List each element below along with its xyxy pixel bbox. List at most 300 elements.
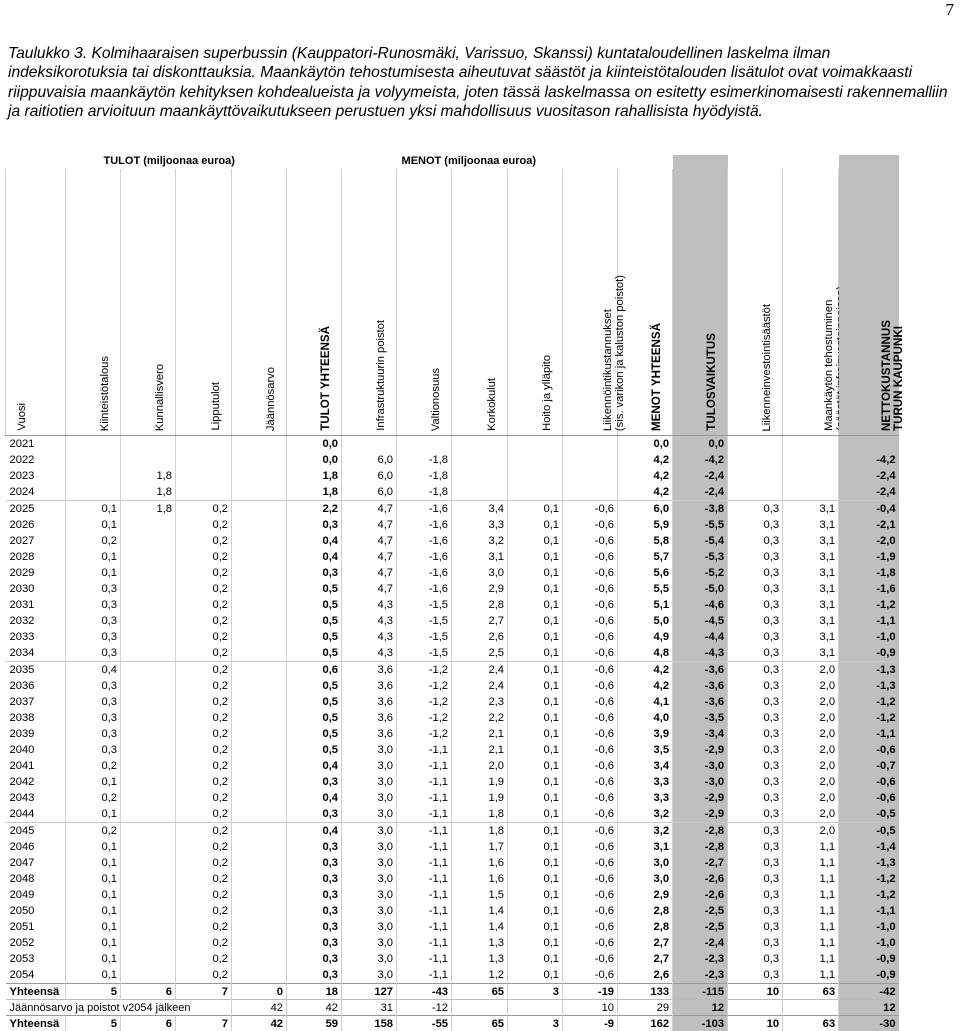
cell-maankaytto: [783, 468, 839, 484]
cell-menot-yhteensa: 2,8: [618, 903, 673, 919]
table-row: [6, 919, 899, 935]
cell-kunnallisvero: [121, 871, 176, 887]
cell-hoito: [508, 1000, 563, 1016]
cell-valtionosuus: -1,6: [397, 565, 452, 581]
cell-nettokustannus: -0,6: [839, 790, 899, 806]
cell-kiinteistotalous: 0,2: [66, 533, 121, 549]
cell-hoito: [508, 436, 563, 453]
cell-tulosvaikutus: -2,8: [673, 839, 728, 855]
cell-menot-yhteensa: 5,9: [618, 517, 673, 533]
cell-infra-poistot: 3,6: [342, 678, 397, 694]
cell-liikennointi: [563, 468, 618, 484]
cell-lipputulot: [176, 468, 232, 484]
cell-jaannosarvo: [232, 613, 287, 629]
cell-kunnallisvero: [121, 549, 176, 565]
cell-tulot-yhteensa: 0,5: [287, 742, 342, 758]
cell-liikennointi: -0,6: [563, 919, 618, 935]
cell-year: Jäännösarvo ja poistot v2054 jälkeen: [6, 1000, 232, 1016]
cell-infra-poistot: 127: [342, 984, 397, 1000]
cell-valtionosuus: [397, 436, 452, 453]
cell-hoito: 0,1: [508, 871, 563, 887]
cell-maankaytto: 1,1: [783, 951, 839, 967]
cell-hoito: 0,1: [508, 645, 563, 662]
cell-year: 2041: [6, 758, 66, 774]
cell-lipputulot: [176, 436, 232, 453]
cell-tulot-yhteensa: 0,3: [287, 839, 342, 855]
cell-menot-yhteensa: 2,8: [618, 919, 673, 935]
cell-nettokustannus: -2,0: [839, 533, 899, 549]
cell-kunnallisvero: 6: [121, 1016, 176, 1031]
cell-infra-poistot: 3,0: [342, 935, 397, 951]
cell-valtionosuus: -1,1: [397, 935, 452, 951]
cell-maankaytto: [783, 1000, 839, 1016]
cell-jaannosarvo: [232, 629, 287, 645]
header-vuosi: Vuosi: [6, 169, 66, 436]
cell-infra-poistot: 4,7: [342, 549, 397, 565]
cell-menot-yhteensa: 2,7: [618, 951, 673, 967]
cell-liikenneinvestointi: 0,3: [728, 565, 783, 581]
cell-hoito: 0,1: [508, 694, 563, 710]
cell-kiinteistotalous: 0,1: [66, 549, 121, 565]
cell-jaannosarvo: [232, 726, 287, 742]
cell-nettokustannus: -1,6: [839, 581, 899, 597]
cell-menot-yhteensa: 3,2: [618, 806, 673, 823]
cell-menot-yhteensa: 2,6: [618, 967, 673, 984]
cell-menot-yhteensa: 4,1: [618, 694, 673, 710]
cell-infra-poistot: 4,7: [342, 501, 397, 518]
cell-korkokulut: 1,8: [452, 823, 508, 840]
cell-infra-poistot: 3,0: [342, 758, 397, 774]
cell-tulosvaikutus: -5,2: [673, 565, 728, 581]
cell-jaannosarvo: [232, 468, 287, 484]
cell-korkokulut: 1,9: [452, 790, 508, 806]
cell-infra-poistot: 3,0: [342, 903, 397, 919]
cell-jaannosarvo: [232, 710, 287, 726]
cell-kiinteistotalous: 0,3: [66, 629, 121, 645]
budget-table-container: [5, 155, 898, 1021]
cell-nettokustannus: -0,7: [839, 758, 899, 774]
table-row: [6, 597, 899, 613]
header-nettokustannus: [839, 169, 899, 436]
cell-menot-yhteensa: 6,0: [618, 501, 673, 518]
cell-maankaytto: 1,1: [783, 935, 839, 951]
cell-kiinteistotalous: 0,1: [66, 806, 121, 823]
cell-liikenneinvestointi: 0,3: [728, 935, 783, 951]
group-empty: [6, 155, 66, 169]
cell-liikennointi: -0,6: [563, 774, 618, 790]
cell-jaannosarvo: [232, 903, 287, 919]
cell-hoito: [508, 484, 563, 501]
cell-valtionosuus: -1,1: [397, 871, 452, 887]
cell-year: 2043: [6, 790, 66, 806]
cell-tulosvaikutus: -2,4: [673, 468, 728, 484]
cell-tulosvaikutus: 0,0: [673, 436, 728, 453]
cell-year: 2021: [6, 436, 66, 453]
cell-year: 2027: [6, 533, 66, 549]
table-row: [6, 774, 899, 790]
cell-korkokulut: 2,1: [452, 726, 508, 742]
cell-nettokustannus: -0,5: [839, 806, 899, 823]
cell-tulosvaikutus: -2,3: [673, 951, 728, 967]
column-header-row: [6, 169, 899, 436]
cell-tulosvaikutus: -3,8: [673, 501, 728, 518]
cell-tulosvaikutus: -3,6: [673, 694, 728, 710]
cell-tulot-yhteensa: 0,4: [287, 823, 342, 840]
cell-menot-yhteensa: 4,8: [618, 645, 673, 662]
cell-maankaytto: 3,1: [783, 549, 839, 565]
cell-liikennointi: -0,6: [563, 694, 618, 710]
cell-maankaytto: 3,1: [783, 645, 839, 662]
cell-valtionosuus: -1,1: [397, 774, 452, 790]
cell-kiinteistotalous: 0,3: [66, 645, 121, 662]
cell-tulot-yhteensa: 0,3: [287, 517, 342, 533]
cell-liikennointi: -0,6: [563, 758, 618, 774]
table-row: [6, 613, 899, 629]
cell-kiinteistotalous: 0,1: [66, 517, 121, 533]
cell-hoito: 0,1: [508, 951, 563, 967]
cell-tulosvaikutus: -3,5: [673, 710, 728, 726]
cell-tulot-yhteensa: 18: [287, 984, 342, 1000]
cell-liikenneinvestointi: 0,3: [728, 581, 783, 597]
cell-maankaytto: 3,1: [783, 581, 839, 597]
cell-kunnallisvero: [121, 694, 176, 710]
cell-infra-poistot: 3,0: [342, 855, 397, 871]
table-row: [6, 1016, 899, 1031]
cell-liikenneinvestointi: [728, 452, 783, 468]
header-korkokulut: Korkokulut: [452, 169, 508, 436]
cell-hoito: 0,1: [508, 790, 563, 806]
cell-tulot-yhteensa: 0,4: [287, 758, 342, 774]
cell-liikenneinvestointi: 0,3: [728, 710, 783, 726]
cell-lipputulot: 0,2: [176, 951, 232, 967]
cell-tulot-yhteensa: 0,3: [287, 935, 342, 951]
cell-menot-yhteensa: 133: [618, 984, 673, 1000]
cell-kiinteistotalous: 0,1: [66, 871, 121, 887]
cell-liikenneinvestointi: 0,3: [728, 533, 783, 549]
cell-liikennointi: -0,6: [563, 678, 618, 694]
group-empty: [728, 155, 839, 169]
cell-kunnallisvero: [121, 887, 176, 903]
cell-kunnallisvero: [121, 581, 176, 597]
cell-tulot-yhteensa: 1,8: [287, 468, 342, 484]
cell-korkokulut: 1,4: [452, 903, 508, 919]
cell-kunnallisvero: [121, 645, 176, 662]
cell-liikenneinvestointi: 0,3: [728, 758, 783, 774]
cell-nettokustannus: -1,3: [839, 855, 899, 871]
cell-kiinteistotalous: 0,2: [66, 790, 121, 806]
cell-liikennointi: [563, 436, 618, 453]
cell-jaannosarvo: [232, 967, 287, 984]
cell-jaannosarvo: [232, 597, 287, 613]
cell-tulosvaikutus: 12: [673, 1000, 728, 1016]
cell-korkokulut: 1,2: [452, 967, 508, 984]
cell-hoito: 0,1: [508, 774, 563, 790]
cell-kunnallisvero: [121, 823, 176, 840]
cell-year: 2024: [6, 484, 66, 501]
cell-jaannosarvo: [232, 855, 287, 871]
cell-maankaytto: 1,1: [783, 919, 839, 935]
cell-menot-yhteensa: 162: [618, 1016, 673, 1031]
cell-liikennointi: -0,6: [563, 549, 618, 565]
cell-jaannosarvo: [232, 742, 287, 758]
cell-year: 2022: [6, 452, 66, 468]
cell-liikenneinvestointi: 0,3: [728, 694, 783, 710]
cell-nettokustannus: -1,1: [839, 613, 899, 629]
cell-jaannosarvo: 0: [232, 984, 287, 1000]
cell-valtionosuus: -1,2: [397, 662, 452, 679]
cell-infra-poistot: 4,7: [342, 581, 397, 597]
cell-jaannosarvo: [232, 823, 287, 840]
cell-infra-poistot: 3,0: [342, 839, 397, 855]
cell-liikennointi: [563, 484, 618, 501]
cell-kunnallisvero: [121, 806, 176, 823]
cell-valtionosuus: -1,2: [397, 726, 452, 742]
cell-valtionosuus: -1,5: [397, 645, 452, 662]
table-caption: Taulukko 3. Kolmihaaraisen superbussin (Kauppatori-Runosmäki, Varissuo, Skanssi) kuntataloudellinen laskelma ilman indeksikorotuksia tai diskonttauksia. Maankäytön tehostumisesta aiheutuvat säästöt ja kiinteistötalouden lisätulot ovat voimakkaasti riippuvaisia maankäytön kehityksen kohdealueista ja volyymeista, joten tässä laskelmassa on esitetty esimerkinomaisesti rakennemalliin ja raitiotien arvioituun maankäyttövaikutukseen perustuen yksi mahdollisuus vuositason rahallisista hyödyistä.: [8, 44, 953, 122]
cell-nettokustannus: -0,4: [839, 501, 899, 518]
cell-kunnallisvero: [121, 903, 176, 919]
cell-tulosvaikutus: -4,4: [673, 629, 728, 645]
cell-menot-yhteensa: 2,9: [618, 887, 673, 903]
cell-valtionosuus: -1,8: [397, 484, 452, 501]
table-row: [6, 484, 899, 501]
cell-nettokustannus: -2,4: [839, 484, 899, 501]
cell-kiinteistotalous: 0,1: [66, 967, 121, 984]
cell-lipputulot: 0,2: [176, 935, 232, 951]
cell-maankaytto: 63: [783, 1016, 839, 1031]
cell-kunnallisvero: [121, 726, 176, 742]
cell-hoito: 0,1: [508, 517, 563, 533]
table-row: [6, 967, 899, 984]
page-number: 7: [946, 0, 955, 20]
cell-menot-yhteensa: 3,1: [618, 839, 673, 855]
cell-lipputulot: 0,2: [176, 710, 232, 726]
cell-liikennointi: -0,6: [563, 967, 618, 984]
cell-maankaytto: 1,1: [783, 967, 839, 984]
cell-liikennointi: -0,6: [563, 790, 618, 806]
cell-hoito: 0,1: [508, 662, 563, 679]
cell-kunnallisvero: [121, 533, 176, 549]
cell-nettokustannus: -0,9: [839, 645, 899, 662]
cell-lipputulot: 0,2: [176, 855, 232, 871]
cell-kiinteistotalous: 0,1: [66, 887, 121, 903]
cell-maankaytto: 2,0: [783, 662, 839, 679]
group-empty: [673, 155, 728, 169]
cell-valtionosuus: -1,6: [397, 501, 452, 518]
cell-maankaytto: 3,1: [783, 501, 839, 518]
cell-tulot-yhteensa: 0,5: [287, 726, 342, 742]
cell-menot-yhteensa: 3,4: [618, 758, 673, 774]
cell-korkokulut: [452, 484, 508, 501]
cell-maankaytto: 3,1: [783, 517, 839, 533]
cell-korkokulut: 2,6: [452, 629, 508, 645]
cell-menot-yhteensa: 3,0: [618, 855, 673, 871]
cell-menot-yhteensa: 3,0: [618, 871, 673, 887]
cell-korkokulut: 1,3: [452, 935, 508, 951]
cell-nettokustannus: -1,2: [839, 710, 899, 726]
cell-lipputulot: 0,2: [176, 549, 232, 565]
cell-korkokulut: 2,8: [452, 597, 508, 613]
cell-nettokustannus: -0,6: [839, 742, 899, 758]
cell-liikennointi: -9: [563, 1016, 618, 1031]
cell-korkokulut: 2,2: [452, 710, 508, 726]
cell-tulot-yhteensa: 0,0: [287, 452, 342, 468]
cell-valtionosuus: -1,2: [397, 678, 452, 694]
cell-hoito: 0,1: [508, 501, 563, 518]
cell-nettokustannus: -2,1: [839, 517, 899, 533]
header-netto-line2: TURUN KAUPUNKI: [892, 326, 905, 431]
cell-menot-yhteensa: 4,9: [618, 629, 673, 645]
cell-valtionosuus: -1,1: [397, 742, 452, 758]
cell-lipputulot: 0,2: [176, 758, 232, 774]
cell-hoito: 0,1: [508, 533, 563, 549]
cell-lipputulot: 0,2: [176, 533, 232, 549]
cell-lipputulot: 7: [176, 1016, 232, 1031]
cell-year: 2048: [6, 871, 66, 887]
cell-liikenneinvestointi: 0,3: [728, 613, 783, 629]
cell-valtionosuus: -1,1: [397, 758, 452, 774]
cell-korkokulut: 2,7: [452, 613, 508, 629]
cell-hoito: 3: [508, 1016, 563, 1031]
cell-kiinteistotalous: [66, 468, 121, 484]
cell-tulosvaikutus: -5,4: [673, 533, 728, 549]
cell-kiinteistotalous: 0,3: [66, 581, 121, 597]
cell-korkokulut: 1,3: [452, 951, 508, 967]
cell-liikennointi: -0,6: [563, 533, 618, 549]
cell-year: 2025: [6, 501, 66, 518]
cell-tulot-yhteensa: 0,3: [287, 967, 342, 984]
group-tulot: TULOT (miljoonaa euroa): [66, 155, 287, 169]
cell-kunnallisvero: [121, 613, 176, 629]
cell-tulosvaikutus: -103: [673, 1016, 728, 1031]
header-liikennointi-line2: (sis. varikon ja kaluston poistot): [614, 275, 626, 431]
cell-liikennointi: [563, 452, 618, 468]
cell-liikenneinvestointi: 0,3: [728, 839, 783, 855]
cell-korkokulut: 2,3: [452, 694, 508, 710]
cell-infra-poistot: 3,6: [342, 726, 397, 742]
cell-korkokulut: 1,6: [452, 855, 508, 871]
cell-kiinteistotalous: 0,1: [66, 935, 121, 951]
cell-kiinteistotalous: 0,3: [66, 710, 121, 726]
cell-tulosvaikutus: -2,8: [673, 823, 728, 840]
cell-kunnallisvero: [121, 919, 176, 935]
table-row: [6, 501, 899, 518]
cell-year: 2031: [6, 597, 66, 613]
cell-tulot-yhteensa: 0,5: [287, 678, 342, 694]
cell-tulosvaikutus: -2,5: [673, 903, 728, 919]
cell-lipputulot: 0,2: [176, 501, 232, 518]
cell-kiinteistotalous: 0,1: [66, 951, 121, 967]
group-menot: MENOT (miljoonaa euroa): [342, 155, 673, 169]
cell-tulot-yhteensa: 0,5: [287, 597, 342, 613]
cell-lipputulot: 0,2: [176, 887, 232, 903]
cell-kunnallisvero: [121, 678, 176, 694]
cell-liikennointi: -0,6: [563, 839, 618, 855]
group-empty: [287, 155, 342, 169]
cell-hoito: 0,1: [508, 887, 563, 903]
cell-lipputulot: 0,2: [176, 823, 232, 840]
cell-kiinteistotalous: 5: [66, 984, 121, 1000]
cell-jaannosarvo: [232, 452, 287, 468]
cell-liikenneinvestointi: 0,3: [728, 549, 783, 565]
cell-year: 2050: [6, 903, 66, 919]
cell-nettokustannus: -1,8: [839, 565, 899, 581]
cell-hoito: 3: [508, 984, 563, 1000]
cell-tulosvaikutus: -3,0: [673, 774, 728, 790]
cell-jaannosarvo: [232, 694, 287, 710]
table-row: [6, 694, 899, 710]
cell-maankaytto: 1,1: [783, 887, 839, 903]
cell-jaannosarvo: [232, 806, 287, 823]
cell-liikennointi: -0,6: [563, 613, 618, 629]
cell-liikennointi: -0,6: [563, 823, 618, 840]
table-row: [6, 726, 899, 742]
header-netto-line1: NETTOKUSTANNUS: [880, 320, 893, 431]
cell-infra-poistot: 3,0: [342, 967, 397, 984]
cell-liikenneinvestointi: 0,3: [728, 726, 783, 742]
cell-korkokulut: [452, 452, 508, 468]
cell-jaannosarvo: [232, 581, 287, 597]
cell-nettokustannus: -1,1: [839, 903, 899, 919]
cell-tulosvaikutus: -5,3: [673, 549, 728, 565]
cell-lipputulot: 0,2: [176, 645, 232, 662]
cell-maankaytto: 2,0: [783, 758, 839, 774]
table-row: [6, 903, 899, 919]
cell-valtionosuus: -43: [397, 984, 452, 1000]
cell-tulot-yhteensa: 0,3: [287, 919, 342, 935]
cell-nettokustannus: -1,2: [839, 597, 899, 613]
cell-liikenneinvestointi: [728, 484, 783, 501]
table-row: [6, 806, 899, 823]
cell-jaannosarvo: [232, 645, 287, 662]
cell-nettokustannus: -1,3: [839, 662, 899, 679]
cell-liikenneinvestointi: 0,3: [728, 645, 783, 662]
cell-tulosvaikutus: -2,7: [673, 855, 728, 871]
cell-valtionosuus: -1,1: [397, 839, 452, 855]
table-row: [6, 742, 899, 758]
table-row: [6, 935, 899, 951]
cell-kiinteistotalous: 0,3: [66, 613, 121, 629]
cell-kiinteistotalous: 0,3: [66, 742, 121, 758]
cell-tulosvaikutus: -3,4: [673, 726, 728, 742]
cell-infra-poistot: 3,0: [342, 790, 397, 806]
cell-tulot-yhteensa: 0,5: [287, 613, 342, 629]
cell-kunnallisvero: [121, 967, 176, 984]
cell-jaannosarvo: [232, 919, 287, 935]
cell-kiinteistotalous: 0,3: [66, 678, 121, 694]
cell-nettokustannus: -1,2: [839, 694, 899, 710]
cell-kiinteistotalous: 0,4: [66, 662, 121, 679]
cell-liikennointi: -0,6: [563, 935, 618, 951]
cell-hoito: [508, 452, 563, 468]
table-row: [6, 662, 899, 679]
cell-kunnallisvero: 1,8: [121, 484, 176, 501]
cell-kunnallisvero: [121, 935, 176, 951]
cell-year: 2052: [6, 935, 66, 951]
cell-liikenneinvestointi: 0,3: [728, 597, 783, 613]
cell-liikenneinvestointi: 0,3: [728, 662, 783, 679]
cell-liikenneinvestointi: 0,3: [728, 678, 783, 694]
cell-liikenneinvestointi: 0,3: [728, 903, 783, 919]
table-row: [6, 887, 899, 903]
cell-infra-poistot: 3,0: [342, 887, 397, 903]
header-infra-poistot: Infrastruktuurin poistot: [342, 169, 397, 436]
cell-tulosvaikutus: -115: [673, 984, 728, 1000]
cell-tulot-yhteensa: 0,3: [287, 855, 342, 871]
cell-valtionosuus: -1,5: [397, 613, 452, 629]
cell-nettokustannus: -1,2: [839, 887, 899, 903]
table-row: [6, 839, 899, 855]
